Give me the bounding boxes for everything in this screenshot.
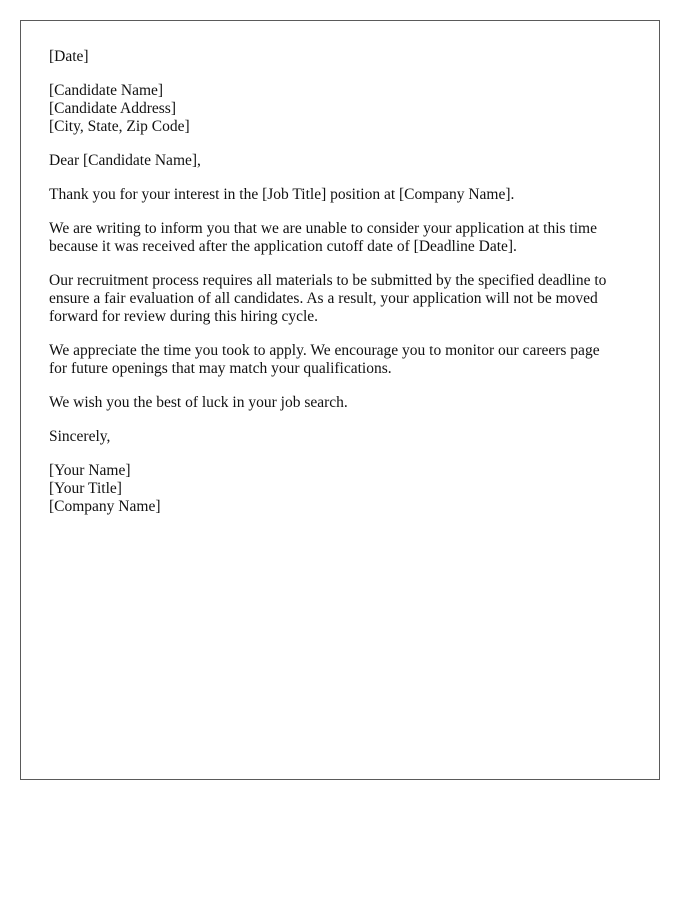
recipient-address: [Candidate Address] (49, 100, 176, 117)
signature-name: [Your Name] (49, 462, 131, 479)
letter-date (49, 48, 639, 66)
paragraph-line: Our recruitment process requires all materials to be submitted by the specified deadline to (49, 272, 607, 289)
salutation-line: Dear [Candidate Name], (49, 152, 201, 169)
recipient-city-state-zip: [City, State, Zip Code] (49, 118, 190, 135)
paragraph-1 (49, 186, 639, 204)
signature-title: [Your Title] (49, 480, 122, 497)
closing (49, 428, 639, 446)
signature-company: [Company Name] (49, 498, 161, 515)
paragraph-4 (49, 342, 639, 378)
paragraph-2 (49, 220, 639, 256)
paragraph-5 (49, 394, 639, 412)
recipient-block (49, 82, 639, 136)
signature-block (49, 462, 639, 516)
paragraph-line: for future openings that may match your qualifications. (49, 360, 392, 377)
paragraph-line: We are writing to inform you that we are unable to consider your application at this time (49, 220, 597, 237)
closing-line: Sincerely, (49, 428, 111, 445)
paragraph-line: We wish you the best of luck in your job search. (49, 394, 348, 411)
recipient-name: [Candidate Name] (49, 82, 164, 99)
date-line: [Date] (49, 48, 89, 65)
paragraph-line: forward for review during this hiring cycle. (49, 308, 319, 325)
paragraph-line: We appreciate the time you took to apply. We encourage you to monitor our careers page (49, 342, 600, 359)
salutation (49, 152, 639, 170)
paragraph-line: Thank you for your interest in the [Job Title] position at [Company Name]. (49, 186, 515, 203)
paragraph-3 (49, 272, 639, 326)
letter-page (20, 20, 660, 780)
paragraph-line: because it was received after the application cutoff date of [Deadline Date]. (49, 238, 517, 255)
paragraph-line: ensure a fair evaluation of all candidates. As a result, your application will not be moved (49, 290, 598, 307)
letter-body (49, 48, 639, 532)
